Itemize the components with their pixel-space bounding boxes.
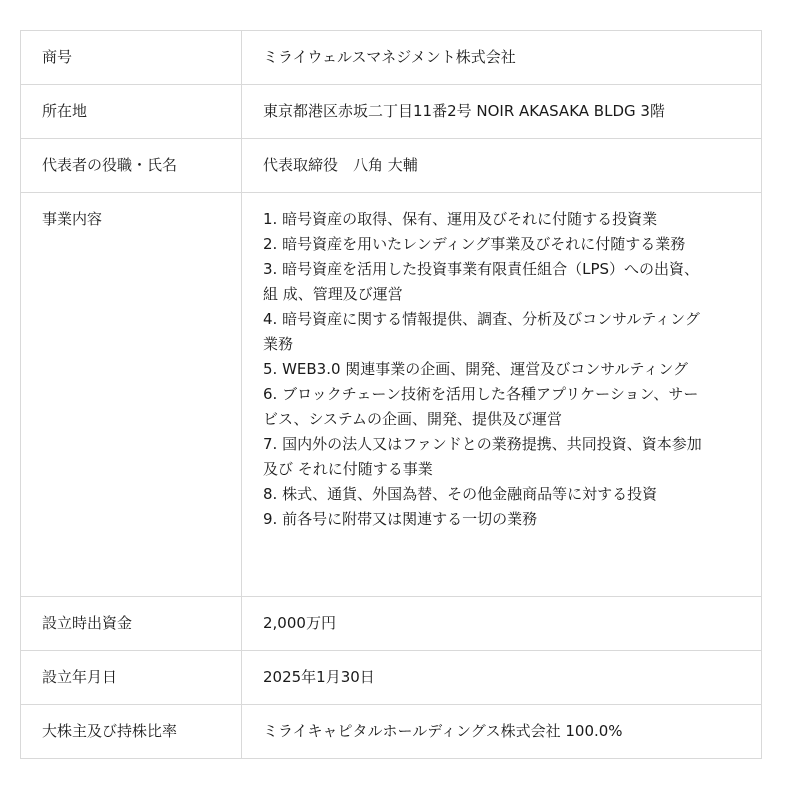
- business-description-list: [242, 193, 762, 597]
- business-line: 組 成、管理及び運営: [263, 285, 403, 303]
- row-label-trade-name: 商号: [21, 31, 242, 85]
- business-line: ビス、システムの企画、開発、提供及び運営: [263, 410, 562, 428]
- business-line: 及び それに付随する事業: [263, 460, 433, 478]
- row-label-business: 事業内容: [21, 193, 242, 597]
- row-value-founded: 2025年1月30日: [242, 651, 762, 705]
- business-line: 4. 暗号資産に関する情報提供、調査、分析及びコンサルティング: [263, 310, 700, 328]
- table-row-business: [21, 193, 762, 597]
- table-row-representative: [21, 139, 762, 193]
- table-row-founded: [21, 651, 762, 705]
- row-value-address: 東京都港区赤坂二丁目11番2号 NOIR AKASAKA BLDG 3階: [242, 85, 762, 139]
- table-row-address: [21, 85, 762, 139]
- row-value-shareholder: ミライキャピタルホールディングス株式会社 100.0%: [242, 705, 762, 759]
- row-value-trade-name: ミライウェルスマネジメント株式会社: [242, 31, 762, 85]
- business-line: 8. 株式、通貨、外国為替、その他金融商品等に対する投資: [263, 485, 658, 503]
- business-line: 3. 暗号資産を活用した投資事業有限責任組合（LPS）への出資、: [263, 260, 700, 278]
- row-label-founded: 設立年月日: [21, 651, 242, 705]
- table-row-trade-name: [21, 31, 762, 85]
- business-line: 5. WEB3.0 関連事業の企画、開発、運営及びコンサルティング: [263, 360, 689, 378]
- row-label-address: 所在地: [21, 85, 242, 139]
- table-row-capital: [21, 597, 762, 651]
- company-info-table: [20, 30, 762, 759]
- business-line: 業務: [263, 335, 294, 353]
- row-label-representative: 代表者の役職・氏名: [21, 139, 242, 193]
- business-line: 9. 前各号に附帯又は関連する一切の業務: [263, 510, 538, 528]
- business-line: 2. 暗号資産を用いたレンディング事業及びそれに付随する業務: [263, 235, 686, 253]
- business-line: 6. ブロックチェーン技術を活用した各種アプリケーション、サー: [263, 385, 699, 403]
- row-label-shareholder: 大株主及び持株比率: [21, 705, 242, 759]
- business-line: 7. 国内外の法人又はファンドとの業務提携、共同投資、資本参加: [263, 435, 702, 453]
- row-label-capital: 設立時出資金: [21, 597, 242, 651]
- business-line: 1. 暗号資産の取得、保有、運用及びそれに付随する投資業: [263, 210, 658, 228]
- row-value-representative: 代表取締役 八角 大輔: [242, 139, 762, 193]
- row-value-capital: 2,000万円: [242, 597, 762, 651]
- table-row-shareholder: [21, 705, 762, 759]
